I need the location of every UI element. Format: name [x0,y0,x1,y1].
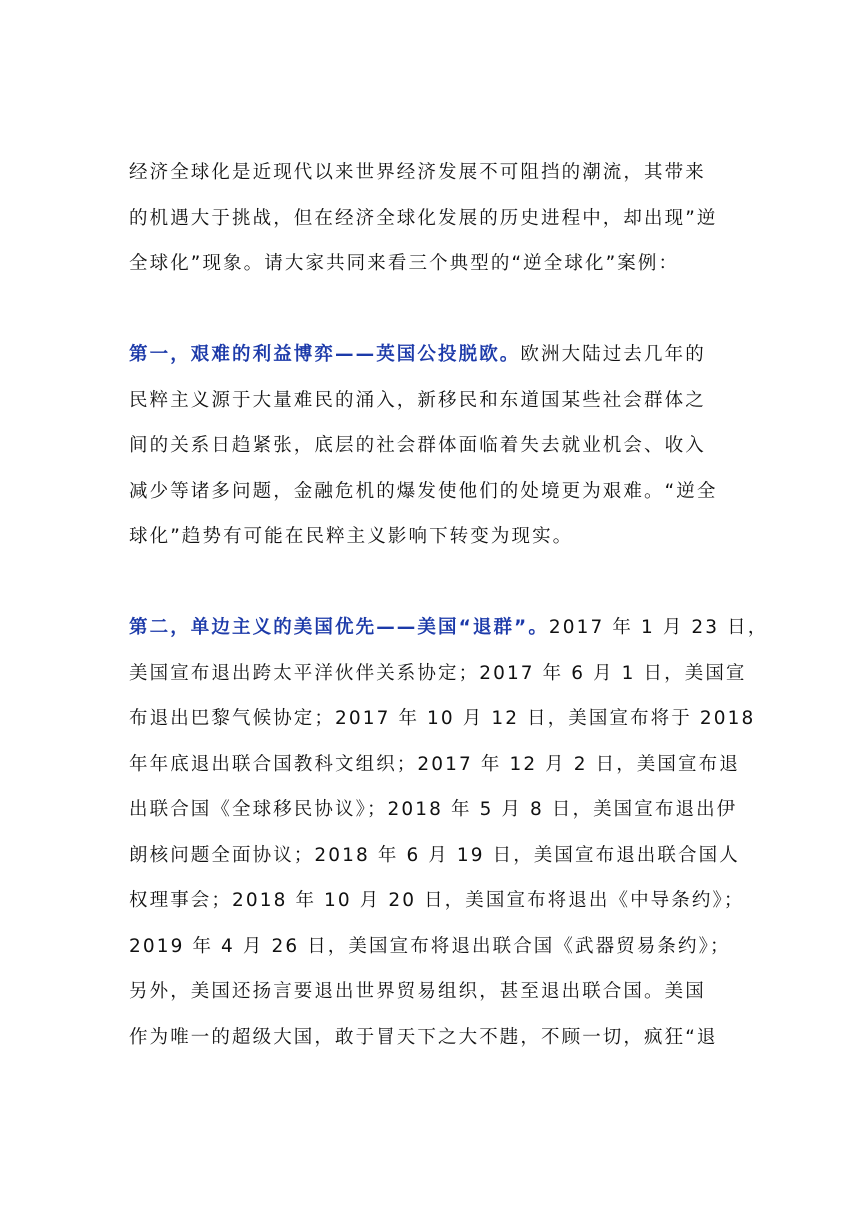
paragraph [129,150,729,287]
body-text: 美国宣布退出跨太平洋伙伴关系协定；2017 年 6 月 1 日，美国宣 [129,662,747,684]
paragraph-gap [129,287,729,333]
body-text: 权理事会；2018 年 10 月 20 日，美国宣布将退出《中导条约》； [129,890,745,911]
text-line [129,150,729,196]
body-text: 球化”趋势有可能在民粹主义影响下转变为现实。 [129,526,574,547]
body-text: 朗核问题全面协议；2018 年 6 月 19 日，美国宣布退出联合国人 [129,844,740,866]
paragraph [129,332,729,560]
text-line [129,605,769,651]
body-text: 欧洲大陆过去几年的 [520,344,706,365]
text-line [129,332,729,378]
text-line [129,969,729,1015]
text-line [129,833,740,879]
text-line [129,696,756,742]
body-text: 年年底退出联合国教科文组织；2017 年 12 月 2 日，美国宣布退 [129,753,740,775]
body-text: 2019 年 4 月 26 日，美国宣布将退出联合国《武器贸易条约》； [129,935,731,957]
body-text: 出联合国《全球移民协议》；2018 年 5 月 8 日，美国宣布退出伊 [129,799,738,820]
body-text: 的机遇大于挑战，但在经济全球化发展的历史进程中，却出现”逆 [129,207,718,229]
document-body [129,150,769,1060]
body-text: 2017 年 1 月 23 日， [548,617,769,638]
text-line [129,423,729,469]
text-line [129,651,747,697]
body-text: 作为唯一的超级大国，敢于冒天下之大不韪，不顾一切，疯狂“退 [129,1026,718,1048]
body-text: 全球化”现象。请大家共同来看三个典型的“逆全球化”案例： [129,253,680,274]
text-line [129,1015,729,1061]
paragraph-gap [129,560,729,606]
body-text: 另外，美国还扬言要退出世界贸易组织，甚至退出联合国。美国 [129,981,706,1002]
body-text: 经济全球化是近现代以来世界经济发展不可阻挡的潮流，其带来 [129,162,706,183]
text-line [129,878,745,924]
text-line [129,787,738,833]
body-text: 间的关系日趋紧张，底层的社会群体面临着失去就业机会、收入 [129,435,706,456]
body-text: 民粹主义源于大量难民的涌入，新移民和东道国某些社会群体之 [129,389,706,411]
text-line [129,469,729,515]
paragraph [129,605,769,1060]
text-line [129,924,729,970]
text-line [129,378,729,424]
highlighted-heading-text: 第一，艰难的利益博弈——英国公投脱欧。 [129,344,521,365]
body-text: 布退出巴黎气候协定；2017 年 10 月 12 日，美国宣布将于 2018 [129,708,756,729]
highlighted-heading-text: 第二，单边主义的美国优先——美国“退群”。 [129,617,549,638]
body-text: 减少等诸多问题，金融危机的爆发使他们的处境更为艰难。“逆全 [129,480,718,502]
text-line [129,514,729,560]
text-line [129,742,740,788]
text-line [129,196,729,242]
text-line [129,241,729,287]
